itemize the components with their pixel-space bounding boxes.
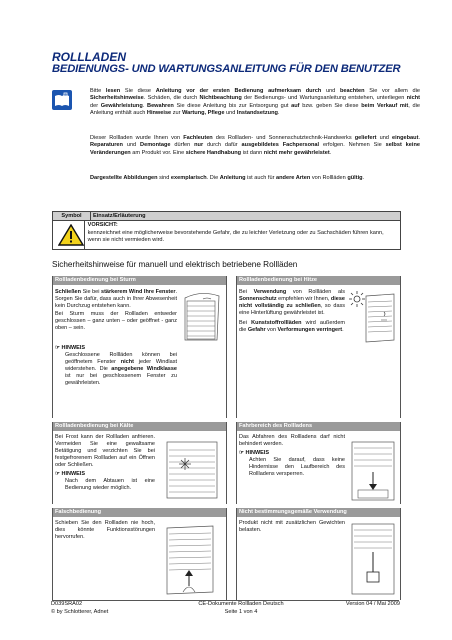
blocked-shutter-illustration xyxy=(348,438,398,502)
storm-hinweis-label: HINWEIS xyxy=(61,345,85,351)
intro-p3-run: exemplarisch xyxy=(170,175,207,181)
cell-heat-header: Rollladenbedienung bei Hitze xyxy=(237,276,400,285)
warning-triangle-icon xyxy=(58,224,84,246)
heat-p2-run: wird außerdem die xyxy=(239,319,345,333)
document-category: CE-Dokumente Rollladen Deutsch xyxy=(198,601,284,607)
misuse-text: Schieben Sie den Rollladen nie hoch, dies könnte Funktionsstörungen hervorrufen. xyxy=(55,520,155,540)
storm-hinweis-run: jeder Windlast widerstehen. Die xyxy=(65,358,177,372)
heat-paragraph-2 xyxy=(239,320,345,334)
cell-travel-range xyxy=(236,422,401,504)
heat-p1-run: , so dass eine Hinterlüftung gewährleistet ist. xyxy=(239,302,345,316)
heat-paragraph-1 xyxy=(239,289,345,317)
intro-p2-run: ist dann xyxy=(241,149,264,156)
intro-p1-run: auf xyxy=(291,102,300,109)
intro-p1-run: nicht xyxy=(406,95,420,102)
intro-p1-run: lesen xyxy=(105,88,121,94)
cell-misuse-header: Falschbedienung xyxy=(53,508,226,517)
cell-storm-header: Rollladenbedienung bei Sturm xyxy=(53,276,226,285)
intro-p2-run: Demontage xyxy=(140,142,171,149)
intro-p3-run: andere Arten xyxy=(276,175,311,181)
push-up-shutter-illustration xyxy=(157,520,223,598)
intro-p2-run: am Produkt vor. Eine xyxy=(130,149,186,156)
version-info: Version 04 / Mai 2009 xyxy=(345,601,400,607)
intro-p2-run: sichere Handhabung xyxy=(185,149,242,156)
intro-p2-run: . xyxy=(329,149,332,156)
intro-paragraph-1 xyxy=(90,88,420,117)
book-info-icon xyxy=(52,90,72,110)
pointing-hand-icon: ☞ xyxy=(239,449,246,456)
intro-p3-run: von Rollläden xyxy=(310,175,348,181)
intro-p1-run: Wartung, Pflege xyxy=(182,109,225,116)
symbol-column-header: Symbol xyxy=(53,212,91,220)
intro-p3-run: gültig xyxy=(347,175,363,181)
pointing-hand-icon: ☞ xyxy=(55,470,62,477)
intro-p1-run: Sie diese xyxy=(120,88,156,94)
intro-p1-run: der Bedienungs- und Wartungsanleitung entstehen, unterliegen xyxy=(241,95,407,102)
intro-p2-run: nicht mehr gewährleistet xyxy=(263,149,330,156)
intro-p2-run: Dieser Rollladen wurde Ihnen von xyxy=(90,135,184,141)
cell-heat xyxy=(236,276,401,418)
cell-improper-use xyxy=(236,508,401,600)
storm-hinweis-run: ist nur bei geschlossenem Fenster zu gewährleisten. xyxy=(65,372,177,386)
travel-paragraph-1: Das Abfahren des Rollladens darf nicht behindert werden. xyxy=(239,434,345,447)
cold-hinweis-text: Nach dem Abtauen ist eine Bedienung wieder möglich. xyxy=(65,477,155,491)
intro-paragraph-2 xyxy=(90,135,420,157)
intro-p2-run: durch dafür xyxy=(203,142,242,149)
intro-p1-run: . xyxy=(142,102,148,109)
cell-improper-use-header: Nicht bestimmungsgemäße Verwendung xyxy=(237,508,400,517)
storm-hinweis-run: nicht xyxy=(120,358,134,365)
cell-storm xyxy=(52,276,227,418)
heat-p1-run: empfehlen wir Ihnen, xyxy=(276,295,331,302)
frozen-shutter-illustration xyxy=(159,438,223,502)
intro-p3-run: ist auch für xyxy=(245,175,277,181)
heat-p1-run: Bei xyxy=(239,289,254,295)
storm-p1-run: stärkerem Wind xyxy=(101,289,143,295)
weight-on-shutter-illustration xyxy=(348,520,398,598)
intro-p3-run: Dargestellte Abbildungen xyxy=(90,175,158,181)
heat-p1-run: von Rollläden als xyxy=(286,289,345,295)
heat-p2-run: von xyxy=(265,326,278,333)
intro-paragraph-3 xyxy=(90,175,420,182)
intro-p2-run: . xyxy=(418,135,420,141)
doc-subtitle: BEDIENUNGS- UND WARTUNGSANLEITUNG FÜR DEN BENUTZER xyxy=(52,63,401,75)
doc-title: ROLLLADEN xyxy=(52,50,126,64)
heat-p1-run: Sonnenschutz xyxy=(239,295,277,302)
cold-hinweis-label: HINWEIS xyxy=(61,470,85,477)
storm-paragraph-1 xyxy=(55,289,177,310)
caution-text: kennzeichnet eine möglicherweise bevorstehende Gefahr, die zu leichter Verletzung oder zu Sachschäden führen kann, wenn sie nicht vermieden wird. xyxy=(87,229,384,243)
copyright: © by Schlotterer, Adnet xyxy=(51,608,109,615)
travel-hinweis-label: HINWEIS xyxy=(245,449,269,456)
heat-p1-run: Verwendung xyxy=(253,289,287,295)
page-number: Seite 1 von 4 xyxy=(224,608,258,615)
cell-storm-text xyxy=(55,289,177,332)
heat-p1-run: diese nicht vollständig zu schließen xyxy=(239,295,345,309)
explanation-column-header: Einsatz/Erläuterung xyxy=(93,213,146,219)
heat-p2-run: Verformungen xyxy=(277,326,315,333)
storm-p1-run: Ihre Fenster xyxy=(143,289,176,295)
cell-cold xyxy=(52,422,227,504)
heat-p2-run: verringert xyxy=(316,326,343,333)
intro-p2-run: geliefert xyxy=(354,135,377,141)
intro-p1-run: , die Anleitung enthält auch xyxy=(90,102,421,116)
intro-p3-run: Anleitung xyxy=(219,175,246,181)
safety-section-heading: Sicherheitshinweise für manuell und elektrisch betriebene Rollläden xyxy=(52,260,298,269)
intro-p1-run: Anleitung vor der ersten Bedienung aufmerksam durch xyxy=(155,88,322,94)
intro-p1-run: der xyxy=(90,102,101,109)
storm-p1-run: Sie bei xyxy=(80,289,102,295)
heat-p2-run: . xyxy=(342,326,344,333)
intro-p1-run: Sie diese Anleitung bis zur Entsorgung gut xyxy=(173,102,292,109)
improper-use-text: Produkt nicht mit zusätzlichen Gewichten belasten. xyxy=(239,520,345,533)
sun-shutter-illustration xyxy=(348,290,398,348)
heat-p2-run: Gefahr xyxy=(247,326,266,333)
storm-hinweis-run: angegebene Windklasse xyxy=(111,365,177,372)
intro-p1-run: zur xyxy=(171,109,183,116)
footer-middle xyxy=(191,601,291,616)
heat-p2-run: Bei xyxy=(239,319,252,326)
intro-p1-run: Nichtbeachtung xyxy=(199,95,242,102)
intro-p2-run: und xyxy=(376,135,393,141)
heat-p2-run: Kunststoffrollläden xyxy=(251,319,302,326)
intro-p1-run: Instandsetzung xyxy=(236,109,278,116)
cell-heat-text xyxy=(239,289,345,334)
intro-p2-run: eingebaut xyxy=(392,135,419,141)
intro-p2-run: selbst keine Veränderungen xyxy=(90,142,420,156)
intro-p1-run: Bitte xyxy=(90,88,106,94)
intro-p2-run: Fachleuten xyxy=(183,135,213,141)
cell-cold-header: Rollladenbedienung bei Kälte xyxy=(53,422,226,431)
storm-paragraph-2: Bei Sturm muss der Rollladen entweder geschlossen – ganz unten – oder geöffnet - ganz oben – sein. xyxy=(55,310,177,331)
intro-p1-run: Sicherheitshinweise xyxy=(90,95,144,102)
intro-p2-run: des Rollladen- und Sonnenschutztechnik-Handwerks xyxy=(212,135,355,141)
closed-shutter-illustration xyxy=(181,292,223,346)
intro-p1-run: beachten xyxy=(339,88,365,94)
footer-left xyxy=(51,601,108,616)
intro-p2-run: dürfen xyxy=(170,142,195,149)
symbol-table xyxy=(52,211,401,250)
intro-p1-run: Bewahren xyxy=(147,102,174,109)
cold-paragraph-1: Bei Frost kann der Rollladen anfrieren. Vermeiden Sie eine gewaltsame Betätigung und verzichten Sie bei festgefrorenem Rollladen auf ein Öffnen oder Schließen. xyxy=(55,434,155,468)
intro-p1-run: und xyxy=(321,88,340,94)
intro-p1-run: Hinweise xyxy=(146,109,172,116)
intro-p1-run: Gewährleistung xyxy=(100,102,143,109)
intro-p2-run: Reparaturen xyxy=(90,142,123,149)
pointing-hand-icon: ☞ xyxy=(55,345,62,351)
storm-hinweis xyxy=(55,343,177,387)
cell-travel-range-header: Fahrbereich des Rollladens xyxy=(237,422,400,431)
intro-p2-run: erfolgen. Nehmen Sie xyxy=(319,142,386,149)
storm-p1-run: . Sorgen Sie dafür, dass auch in Ihrer Abwesenheit kein Durchzug entstehen kann. xyxy=(55,289,177,309)
cell-travel-range-text xyxy=(239,434,345,478)
intro-p1-run: und xyxy=(224,109,237,116)
travel-hinweis-text: Achten Sie darauf, dass keine Hindernisse den Laufbereich des Rollladens versperren. xyxy=(249,456,345,477)
footer-right xyxy=(330,601,400,609)
storm-hinweis-run: Geschlossene Rollläden können bei geöffnetem Fenster xyxy=(65,351,177,365)
intro-p3-run: sind xyxy=(157,175,171,181)
intro-p2-run: nur xyxy=(194,142,204,149)
storm-p1-run: Schließen xyxy=(55,289,81,295)
storm-hinweis-text xyxy=(55,352,177,387)
intro-p1-run: . xyxy=(277,109,280,116)
intro-p1-run: beim Verkauf mit xyxy=(361,102,409,109)
intro-p3-run: . xyxy=(362,175,365,181)
intro-p1-run: . Schäden, die durch xyxy=(143,95,200,102)
svg-text:i: i xyxy=(65,92,66,97)
document-code: D039SRA02 xyxy=(51,601,83,607)
cell-cold-text xyxy=(55,434,155,492)
intro-p1-run: bzw. geben Sie diese xyxy=(299,102,362,109)
intro-p1-run: Sie vor allem die xyxy=(364,88,420,94)
intro-p2-run: ausgebildetes Fachpersonal xyxy=(241,142,320,149)
intro-p2-run: und xyxy=(122,142,141,149)
caution-title: VORSICHT: xyxy=(87,222,118,228)
intro-p3-run: . Die xyxy=(206,175,220,181)
cell-misuse xyxy=(52,508,227,600)
